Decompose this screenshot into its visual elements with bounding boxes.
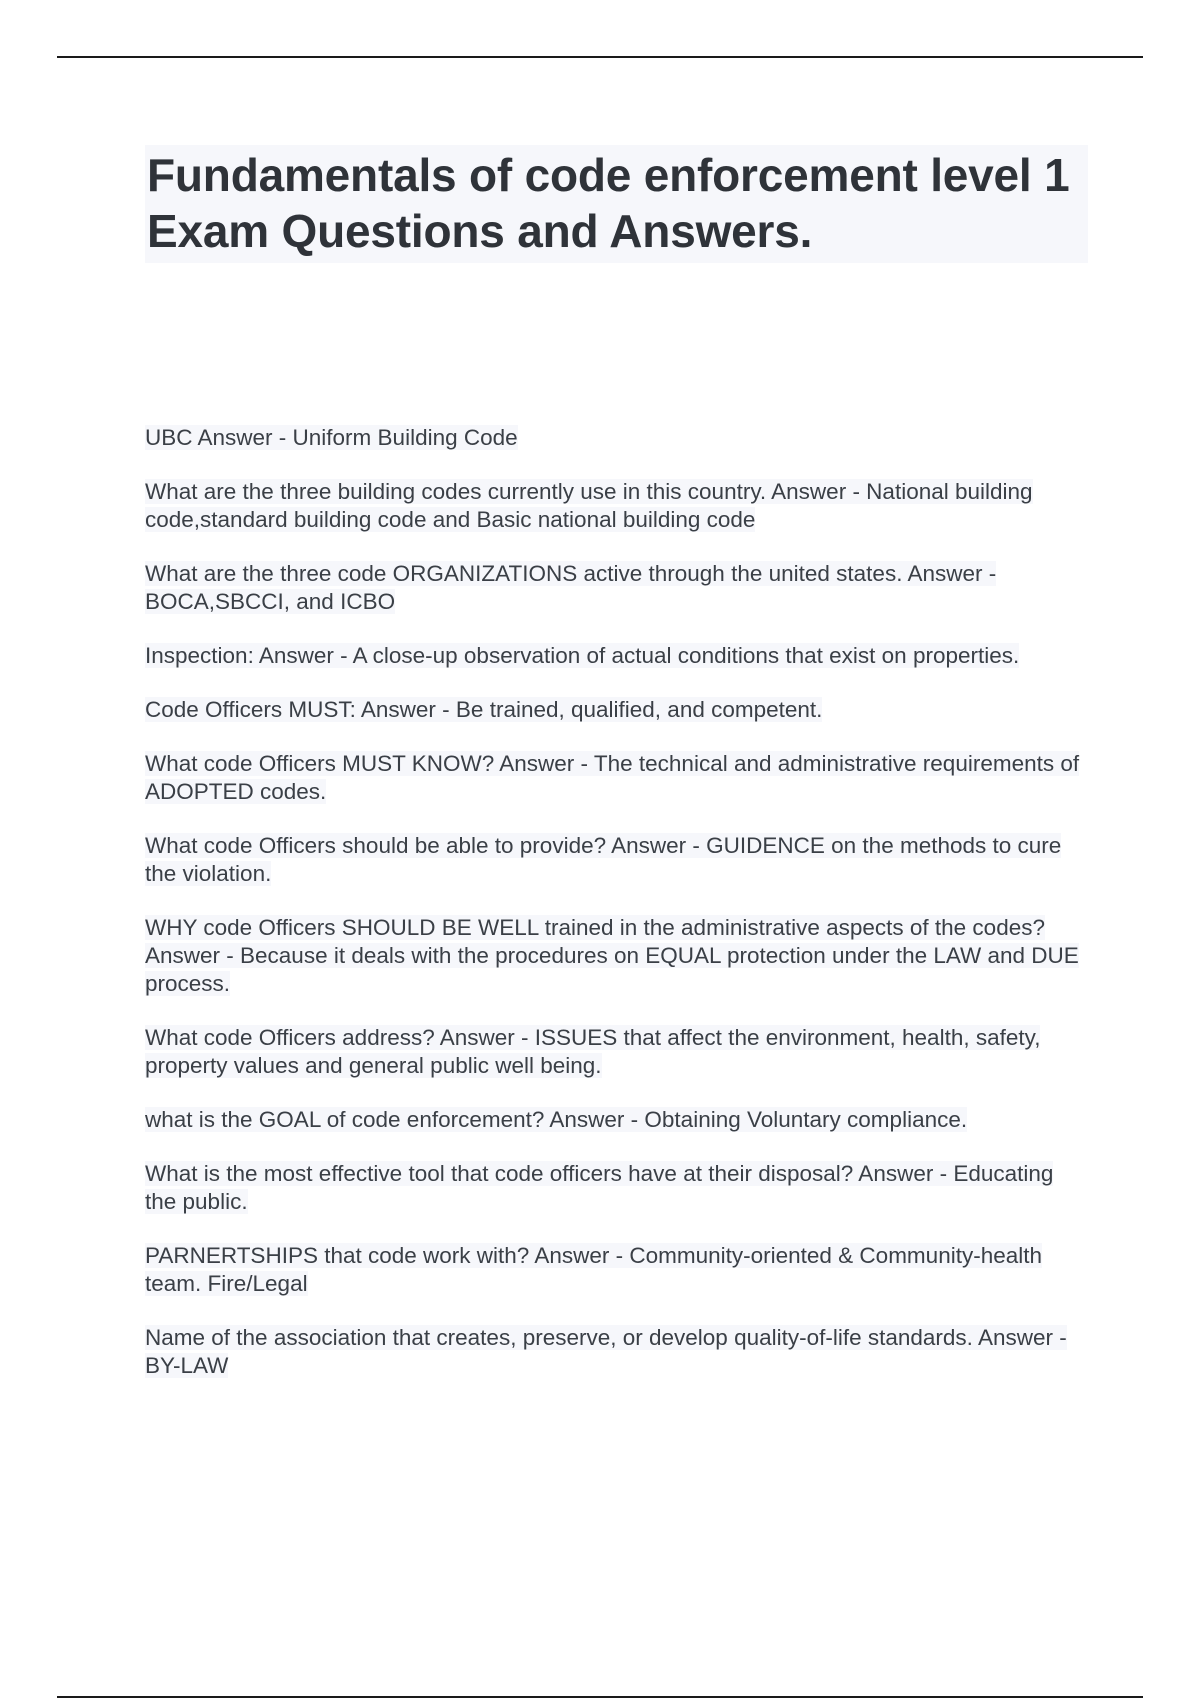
qa-text: Inspection: Answer - A close-up observation of actual conditions that exist on properties. — [145, 643, 1020, 668]
qa-text: PARNERTSHIPS that code work with? Answer - Community-oriented & Community-health team. Fire/Legal — [145, 1243, 1043, 1296]
qa-item — [145, 642, 1090, 670]
qa-item — [145, 560, 1090, 616]
qa-text: What code Officers should be able to provide? Answer - GUIDENCE on the methods to cure the violation. — [145, 833, 1062, 886]
qa-item — [145, 478, 1090, 534]
qa-item — [145, 750, 1090, 806]
qa-item — [145, 1242, 1090, 1298]
qa-item — [145, 424, 1090, 452]
qa-text: What is the most effective tool that code officers have at their disposal? Answer - Educating the public. — [145, 1161, 1054, 1214]
qa-text: What are the three building codes currently use in this country. Answer - National building code,standard building code and Basic national building code — [145, 479, 1033, 532]
qa-item — [145, 1024, 1090, 1080]
qa-item — [145, 1324, 1090, 1380]
bottom-rule — [57, 1696, 1143, 1698]
qa-text: UBC Answer - Uniform Building Code — [145, 425, 518, 450]
qa-text: what is the GOAL of code enforcement? Answer - Obtaining Voluntary compliance. — [145, 1107, 968, 1132]
qa-text: Code Officers MUST: Answer - Be trained, qualified, and competent. — [145, 697, 823, 722]
qa-item — [145, 832, 1090, 888]
qa-text: What code Officers MUST KNOW? Answer - The technical and administrative requirements of ADOPTED codes. — [145, 751, 1080, 804]
top-rule — [57, 56, 1143, 58]
qa-text: What code Officers address? Answer - ISSUES that affect the environment, health, safety, property values and general public well being. — [145, 1025, 1041, 1078]
qa-item — [145, 1106, 1090, 1134]
qa-text: What are the three code ORGANIZATIONS active through the united states. Answer - BOCA,SBCCI, and ICBO — [145, 561, 997, 614]
qa-item — [145, 1160, 1090, 1216]
document-title: Fundamentals of code enforcement level 1 Exam Questions and Answers. — [147, 149, 1070, 257]
qa-list — [145, 424, 1090, 1406]
qa-text: Name of the association that creates, preserve, or develop quality-of-life standards. Answer - BY-LAW — [145, 1325, 1067, 1378]
qa-item — [145, 914, 1090, 998]
qa-item — [145, 696, 1090, 724]
title-block — [145, 145, 1088, 263]
qa-text: WHY code Officers SHOULD BE WELL trained in the administrative aspects of the codes? Answer - Because it deals with the procedures on EQUAL protection under the LAW and DUE process. — [145, 915, 1079, 996]
